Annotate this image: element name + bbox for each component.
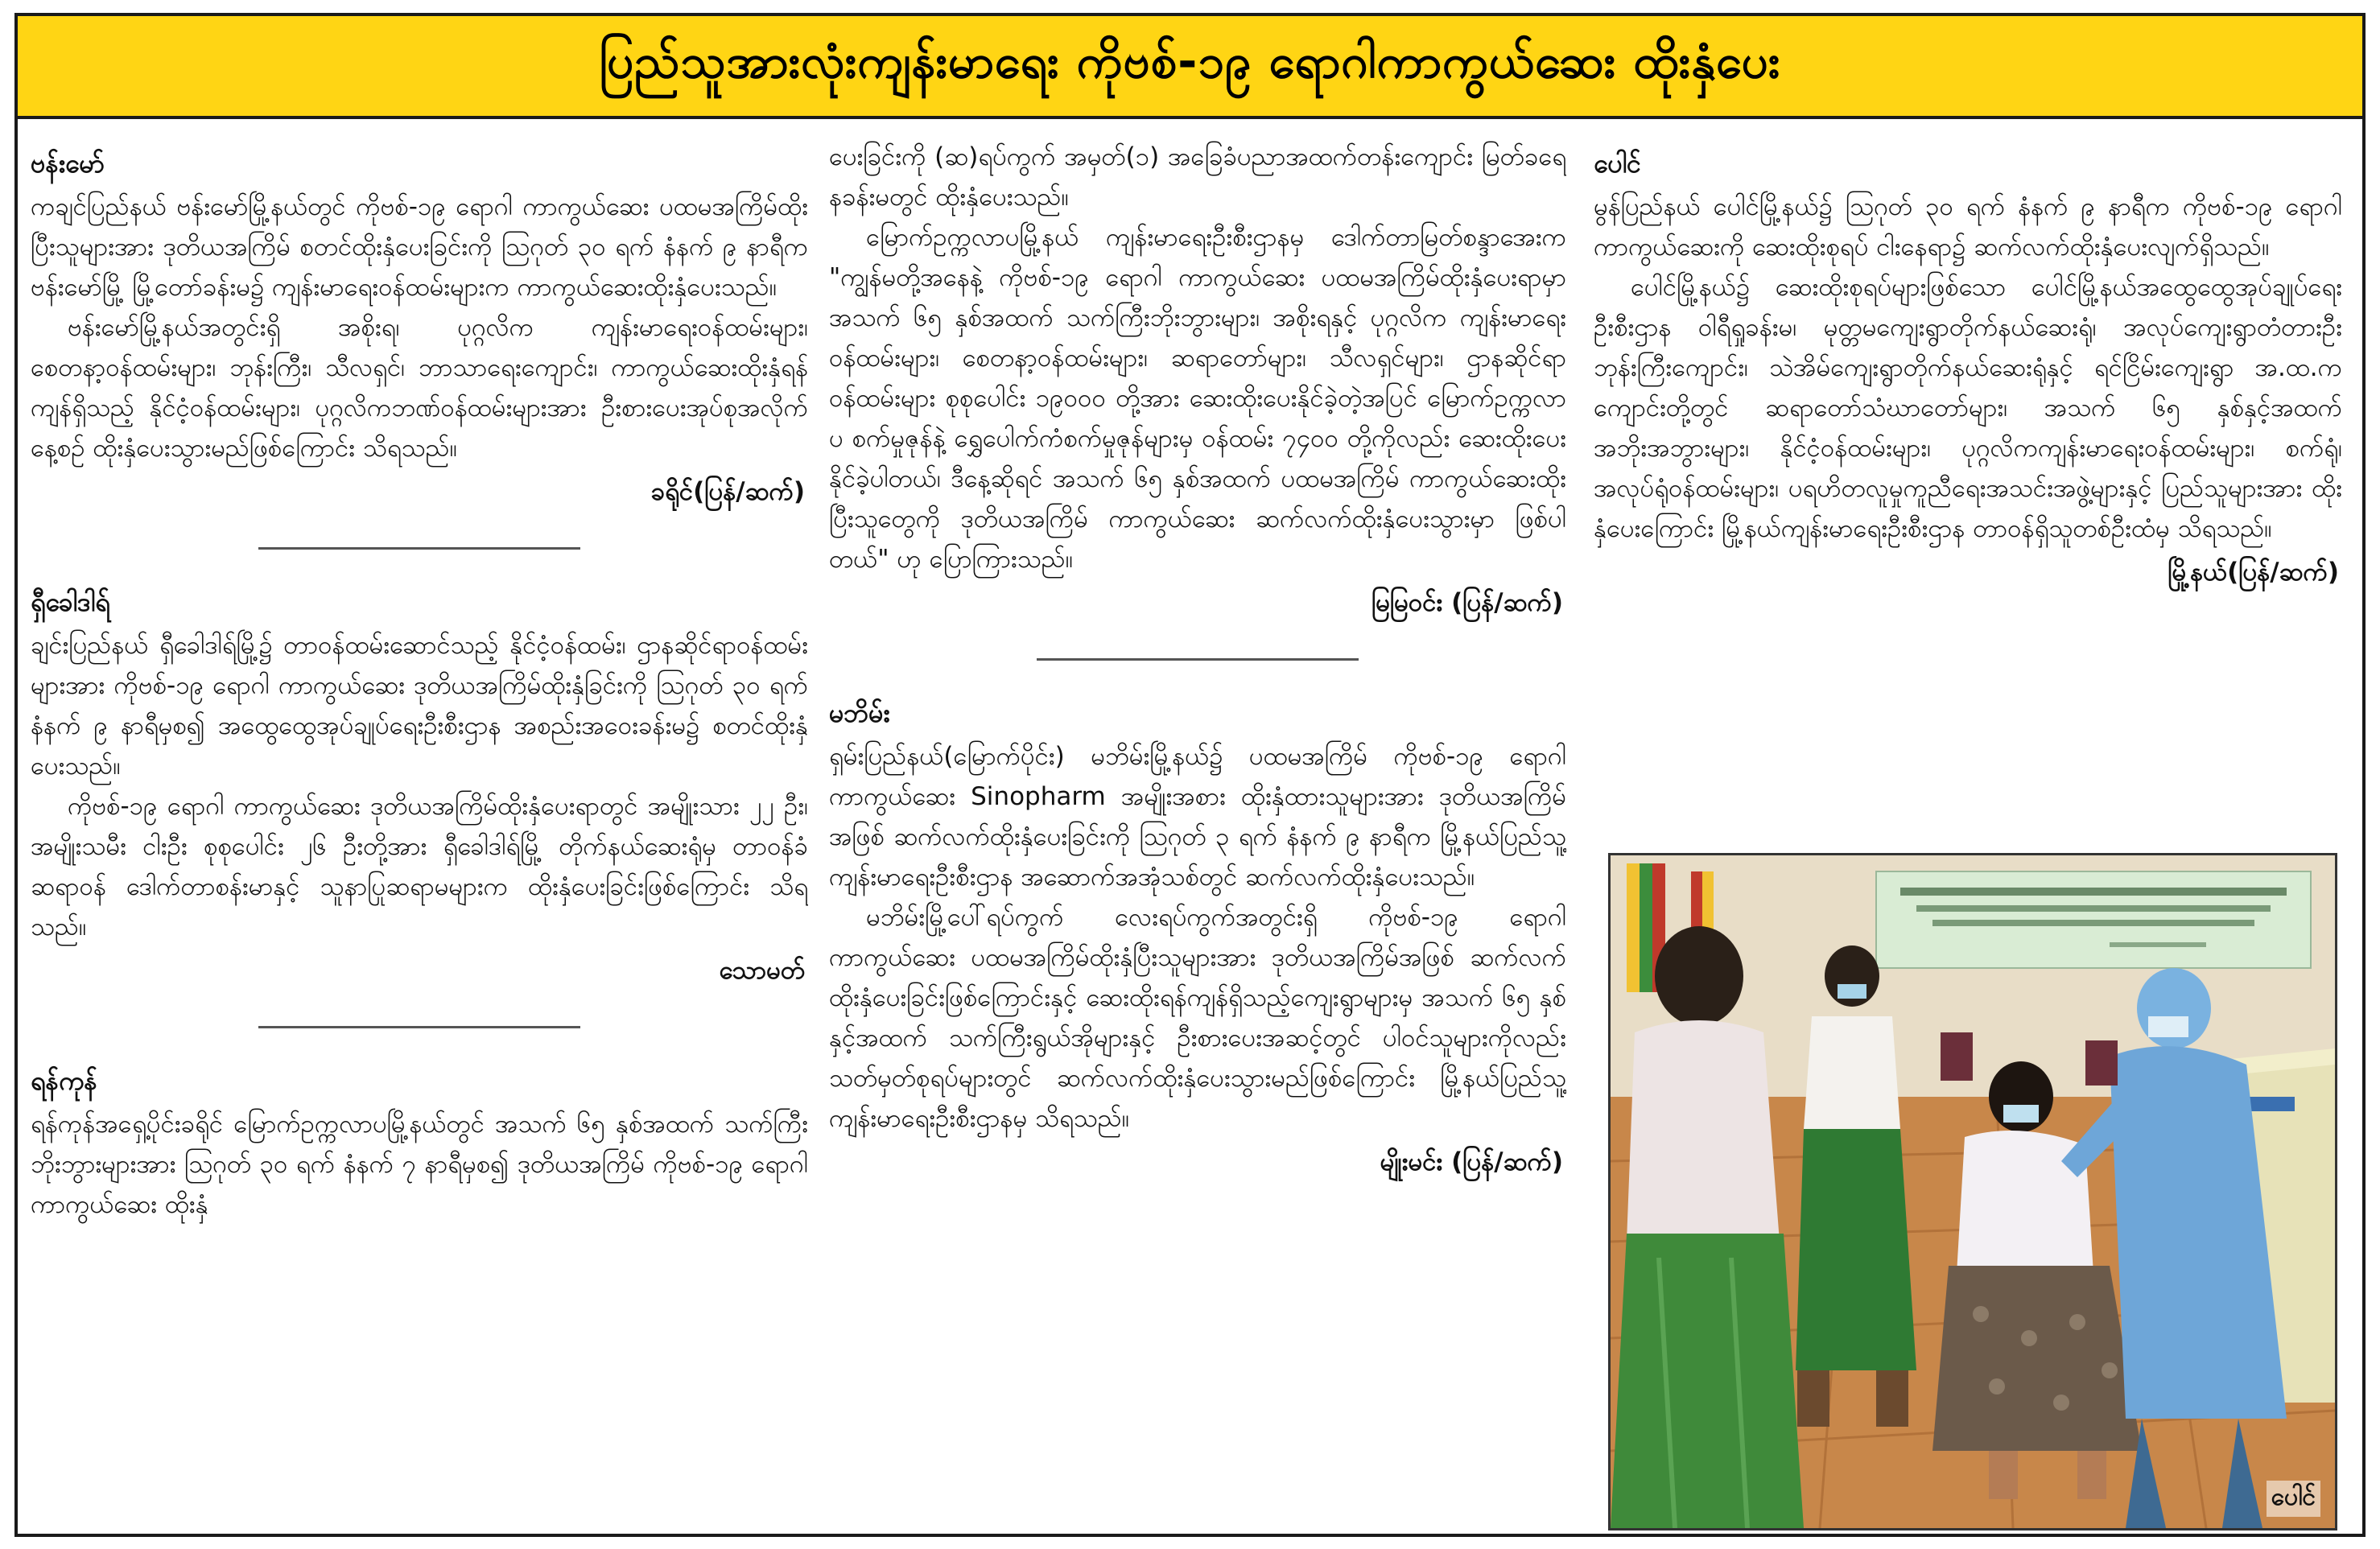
article-paragraph: ဗန်းမော်မြို့နယ်အတွင်းရှိ အစိုးရ၊ ပုဂ္ဂလိက ကျန်းမာရေးဝန်ထမ်းများ၊ စေတနာ့ဝန်ထမ်းများ၊ ဘုန်းကြီး၊ သီလရှင်၊ ဘာသာရေးကျောင်း၊ ကာကွယ်ဆေးထိုးနှံရန်ကျန်ရှိသည့် နိုင်ငံ့ဝန်ထမ်းများ၊ ပုဂ္ဂလိကဘဏ်ဝန်ထမ်းများအား ဦးစားပေးအုပ်စုအလိုက် နေ့စဉ် ထိုးနှံပေးသွားမည်ဖြစ်ကြောင်း သိရသည်။ (31, 313, 808, 463)
person-longyi (1611, 1234, 1804, 1528)
column-1 (31, 137, 808, 1537)
article-paragraph: ပေါင်မြို့နယ်၌ ဆေးထိုးစုရပ်များဖြစ်သော ပေါင်မြို့နယ်အထွေထွေအုပ်ချုပ်ရေးဦးစီးဌာန ဝါရီရှုခန်းမ၊ မုတ္တမကျေးရွာတိုက်နယ်ဆေးရုံ၊ အလုပ်ကျေးရွာတံတားဦးဘုန်းကြီးကျောင်း၊ သဲအိမ်ကျေးရွာတိုက်နယ်ဆေးရုံနှင့် ရင်ငြိမ်းကျေးရွာ အ.ထ.ကကျောင်းတို့တွင် ဆရာတော်သံဃာတော်များ၊ အသက် ၆၅ နှစ်နှင့်အထက် အဘိုးအဘွားများ၊ နိုင်ငံ့ဝန်ထမ်းများ၊ ပုဂ္ဂလိကကျန်းမာရေးဝန်ထမ်းများ၊ စက်ရုံ၊ အလုပ်ရုံဝန်ထမ်းများ၊ ပရဟိတလူမှုကူညီရေးအသင်းအဖွဲ့များနှင့် ပြည်သူများအား ထိုးနှံပေးကြောင်း မြို့နယ်ကျန်းမာရေးဦးစီးဌာန တာဝန်ရှိသူတစ်ဦးထံမှ သိရသည်။ (1594, 273, 2342, 543)
page-title: ပြည်သူအားလုံးကျန်းမာရေး ကိုဗစ်-၁၉ ရောဂါကာကွယ်ဆေး ထိုးနှံပေး (599, 33, 1781, 89)
article-paragraph: ရှမ်းပြည်နယ်(မြောက်ပိုင်း) မဘိမ်းမြို့နယ်၌ ပထမအကြိမ် ကိုဗစ်-၁၉ ရောဂါ ကာကွယ်ဆေး Sinopharm အမျိုးအစား ထိုးနှံထားသူများအား ဒုတိယအကြိမ်အဖြစ် ဆက်လက်ထိုးနှံပေးခြင်းကို ဩဂုတ် ၃ ရက် နံနက် ၉ နာရီက မြို့နယ်ပြည်သူ့ကျန်းမာရေးဦးစီးဌာန အဆောက်အအုံသစ်တွင် ဆက်လက်ထိုးနှံပေးသည်။ (829, 742, 1566, 892)
article-paragraph: ရန်ကုန်အရှေ့ပိုင်းခရိုင် မြောက်ဥက္ကလာပမြို့နယ်တွင် အသက် ၆၅ နှစ်အထက် သက်ကြီးဘိုးဘွားများအား ဩဂုတ် ၃၀ ရက် နံနက် ၇ နာရီမှစ၍ ဒုတိယအကြိမ် ကိုဗစ်-၁၉ ရောဂါ ကာကွယ်ဆေး ထိုးနှံ (31, 1110, 808, 1219)
article-dateline: ရှီခေါဒါရ် (31, 587, 110, 617)
patient-leg (1989, 1451, 2018, 1499)
headline-banner (14, 13, 2366, 119)
article-dateline: ဗန်းမော် (31, 148, 105, 179)
article-yangon-continued (829, 137, 1566, 623)
article-paragraph: ကချင်ပြည်နယ် ဗန်းမော်မြို့နယ်တွင် ကိုဗစ်-၁၉ ရောဂါ ကာကွယ်ဆေး ပထမအကြိမ်ထိုးပြီးသူများအား ဒုတိယအကြိမ် စတင်ထိုးနှံပေးခြင်းကို ဩဂုတ် ၃၀ ရက် နံနက် ၉ နာရီက ဗန်းမော်မြို့ မြို့တော်ခန်းမ၌ ကျန်းမာရေးဝန်ထမ်းများက ကာကွယ်ဆေးထိုးနှံပေးသည်။ (31, 192, 808, 302)
article-mabein (829, 693, 1566, 1182)
article-paragraph: ပေးခြင်းကို (ဆ)ရပ်ကွက် အမှတ်(၁) အခြေခံပညာအထက်တန်းကျောင်း မြတ်ခရေနခန်းမတွင် ထိုးနှံပေးသည်။ (829, 142, 1566, 212)
flag (1640, 863, 1652, 992)
article-byline: မြို့နယ်(ပြန်/ဆက်) (2168, 558, 2339, 587)
article-yangon (31, 1061, 808, 1225)
article-paragraph: မဘိမ်းမြို့ပေါ်ရပ်ကွက် လေးရပ်ကွက်အတွင်းရှိ ကိုဗစ်-၁၉ ရောဂါ ကာကွယ်ဆေး ပထမအကြိမ်ထိုးနှံပြီးသူများအား ဒုတိယအကြိမ်အဖြစ် ဆက်လက်ထိုးနှံပေးခြင်းဖြစ်ကြောင်းနှင့် ဆေးထိုးရန်ကျန်ရှိသည့်ကျေးရွာများမှ အသက် ၆၅ နှစ်နှင့်အထက် သက်ကြီးရွယ်အိုများနှင့် ဦးစားပေးအဆင့်တွင် ပါဝင်သူများကိုလည်း သတ်မှတ်စုရပ်များတွင် ဆက်လက်ထိုးနှံပေးသွားမည်ဖြစ်ကြောင်း မြို့နယ်ပြည်သူ့ကျန်းမာရေးဦးစီးဌာနမှ သိရသည်။ (829, 903, 1566, 1133)
face-mask (1838, 984, 1866, 999)
article-paragraph: မြောက်ဥက္ကလာပမြို့နယ် ကျန်းမာရေးဦးစီးဌာနမှ ဒေါက်တာမြတ်စန္ဒာအေးက "ကျွန်မတို့အနေနဲ့ ကိုဗစ်-၁၉ ရောဂါ ကာကွယ်ဆေး ပထမအကြိမ်ထိုးနှံပေးရာမှာ အသက် ၆၅ နှစ်အထက် သက်ကြီးဘိုးဘွားများ၊ အစိုးရနှင့် ပုဂ္ဂလိက ကျန်းမာရေးဝန်ထမ်းများ၊ စေတနာ့ဝန်ထမ်းများ၊ ဆရာတော်များ၊ သီလရှင်များ၊ ဌာနဆိုင်ရာဝန်ထမ်းများ စုစုပေါင်း ၁၉၀၀၀ တို့အား ဆေးထိုးပေးနိုင်ခဲ့တဲ့အပြင် မြောက်ဥက္ကလာပ စက်မှုဇုန်နဲ့ ရွှေပေါက်ကံစက်မှုဇုန်များမှ ဝန်ထမ်း ၇၄၀၀ တို့ကိုလည်း ဆေးထိုးပေးနိုင်ခဲ့ပါတယ်၊ ဒီနေ့ဆိုရင် အသက် ၆၅ နှစ်အထက် ပထမအကြိမ် ကာကွယ်ဆေးထိုးပြီးသူတွေကို ဒုတိယအကြိမ် ကာကွယ်ဆေး ဆက်လက်ထိုးနှံပေးသွားမှာ ဖြစ်ပါတယ်" ဟု ပြောကြားသည်။ (829, 223, 1566, 574)
article-byline: မျိုးမင်း (ပြန်/ဆက်) (1380, 1147, 1563, 1176)
patient-longyi (1932, 1266, 2142, 1451)
article-byline: သောမတ် (719, 956, 805, 985)
article-dateline: မဘိမ်း (829, 698, 890, 728)
article-rikhawdar (31, 582, 808, 991)
article-byline: မြမြဝင်း (ပြန်/ဆက်) (1371, 588, 1563, 617)
patient-leg (2077, 1451, 2106, 1499)
article-dateline: ရန်ကုန် (31, 1065, 97, 1096)
vaccination-scene-illustration (1611, 855, 2335, 1528)
banner-text-line (1916, 905, 2271, 912)
article-divider (1037, 658, 1359, 661)
banner-text-line (1932, 920, 2254, 926)
vaccination-photo (1608, 853, 2337, 1530)
flag (1627, 863, 1640, 992)
article-divider (258, 547, 580, 550)
article-paung (1594, 143, 2342, 592)
column-2 (829, 137, 1566, 1537)
article-dateline: ပေါင် (1594, 148, 1641, 179)
article-divider (258, 1026, 580, 1028)
banner-text-line (1900, 888, 2287, 896)
staff-longyi (1796, 1129, 1916, 1370)
person-head (1655, 926, 1743, 1026)
staff-leg (1797, 1370, 1829, 1427)
banner-text-line (2110, 942, 2206, 947)
article-bhamo (31, 143, 808, 512)
staff-leg (1876, 1370, 1908, 1427)
article-paragraph: မွန်ပြည်နယ် ပေါင်မြို့နယ်၌ ဩဂုတ် ၃၀ ရက် နံနက် ၉ နာရီက ကိုဗစ်-၁၉ ရောဂါ ကာကွယ်ဆေးကို ဆေးထိုးစုရပ် ငါးနေရာ၌ ဆက်လက်ထိုးနှံပေးလျက်ရှိသည်။ (1594, 192, 2342, 262)
article-paragraph: ချင်းပြည်နယ် ရှီခေါဒါရ်မြို့၌ တာဝန်ထမ်းဆောင်သည့် နိုင်ငံ့ဝန်ထမ်း၊ ဌာနဆိုင်ရာဝန်ထမ်းများအား ကိုဗစ်-၁၉ ရောဂါ ကာကွယ်ဆေး ဒုတိယအကြိမ်ထိုးနှံခြင်းကို ဩဂုတ် ၃၀ ရက် နံနက် ၉ နာရီမှစ၍ အထွေထွေအုပ်ချုပ်ရေးဦးစီးဌာန အစည်းအဝေးခန်းမ၌ စတင်ထိုးနှံပေးသည်။ (31, 631, 808, 781)
face-mask (2148, 1016, 2188, 1037)
face-mask (2003, 1105, 2039, 1123)
staff-shirt (1804, 1016, 1900, 1129)
photo-credit: ပေါင် (2267, 1481, 2320, 1517)
article-byline: ခရိုင်(ပြန်/ဆက်) (650, 477, 805, 506)
person-shirt (1627, 1020, 1780, 1242)
article-paragraph: ကိုဗစ်-၁၉ ရောဂါ ကာကွယ်ဆေး ဒုတိယအကြိမ်ထိုးနှံပေးရာတွင် အမျိုးသား ၂၂ ဦး၊ အမျိုးသမီး ငါးဦး စုစုပေါင်း ၂၆ ဦးတို့အား ရှီခေါဒါရ်မြို့ တိုက်နယ်ဆေးရုံမှ တာဝန်ခံဆရာဝန် ဒေါက်တာစန်းမာနှင့် သူနာပြုဆရာမများက ထိုးနှံပေးခြင်းဖြစ်ကြောင်း သိရသည်။ (31, 792, 808, 941)
